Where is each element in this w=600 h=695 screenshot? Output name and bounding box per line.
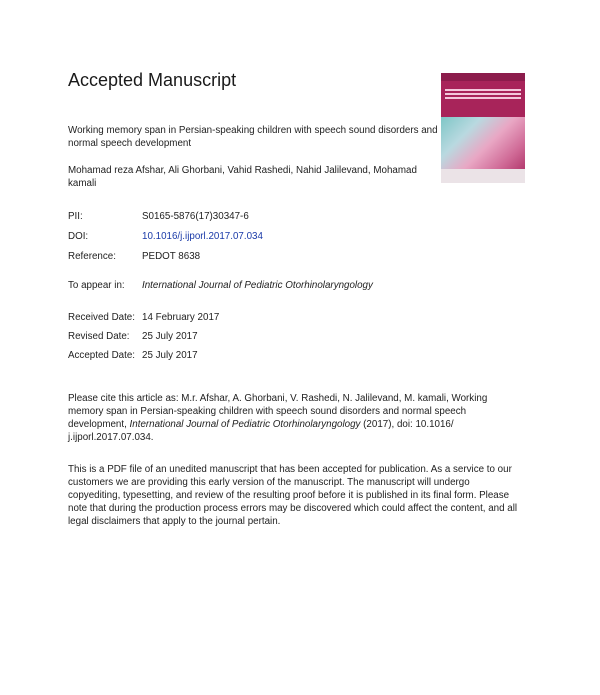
doi-link[interactable]: 10.1016/j.ijporl.2017.07.034 [142, 231, 263, 242]
pii-value: S0165-5876(17)30347-6 [142, 211, 249, 222]
citation-paragraph [68, 392, 508, 444]
reference-value: PEDOT 8638 [142, 251, 201, 262]
disclaimer-paragraph: This is a PDF file of an unedited manuscript that has been accepted for publication. As a service to our customers we are providing this early version of the manuscript. The manuscript will undergo copyediting, typesetting, and review of the resulting proof before it is published in its final form. Please note that during the production process errors may be discovered which could affect the content, and all legal disclaimers that apply to the journal pertain. [68, 464, 518, 527]
citation-journal: International Journal of Pediatric Otorhinolaryngology [129, 419, 361, 430]
accepted-label: Accepted Date: [68, 350, 135, 361]
received-value: 14 February 2017 [142, 312, 220, 323]
article-title: Working memory span in Persian-speaking children with speech sound disorders and normal speech development [68, 125, 438, 149]
cover-header-band [441, 73, 525, 81]
reference-label: Reference: [68, 251, 116, 262]
doi-label: DOI: [68, 231, 89, 242]
journal-name: International Journal of Pediatric Otorhinolaryngology [142, 280, 373, 291]
cover-footer [441, 169, 525, 183]
cover-title-lines [445, 89, 521, 99]
revised-value: 25 July 2017 [142, 331, 198, 342]
page-heading: Accepted Manuscript [68, 70, 237, 90]
citation-text: Please cite this article as: M.r. Afshar, A. Ghorbani, V. Rashedi, N. Jalilevand, M. kamali, Working memory span in Persian-speaking children with speech sound disorders and normal speech development, [68, 393, 488, 430]
article-authors: Mohamad reza Afshar, Ali Ghorbani, Vahid Rashedi, Nahid Jalilevand, Mohamad kamali [68, 165, 417, 189]
accepted-value: 25 July 2017 [142, 350, 198, 361]
citation-doi: (2017), doi: 10.1016/ j.ijporl.2017.07.034. [68, 419, 454, 443]
revised-label: Revised Date: [68, 331, 130, 342]
pii-label: PII: [68, 211, 83, 222]
appear-label: To appear in: [68, 280, 125, 291]
journal-cover-thumbnail [441, 73, 525, 183]
cover-image [441, 117, 525, 169]
received-label: Received Date: [68, 312, 135, 323]
